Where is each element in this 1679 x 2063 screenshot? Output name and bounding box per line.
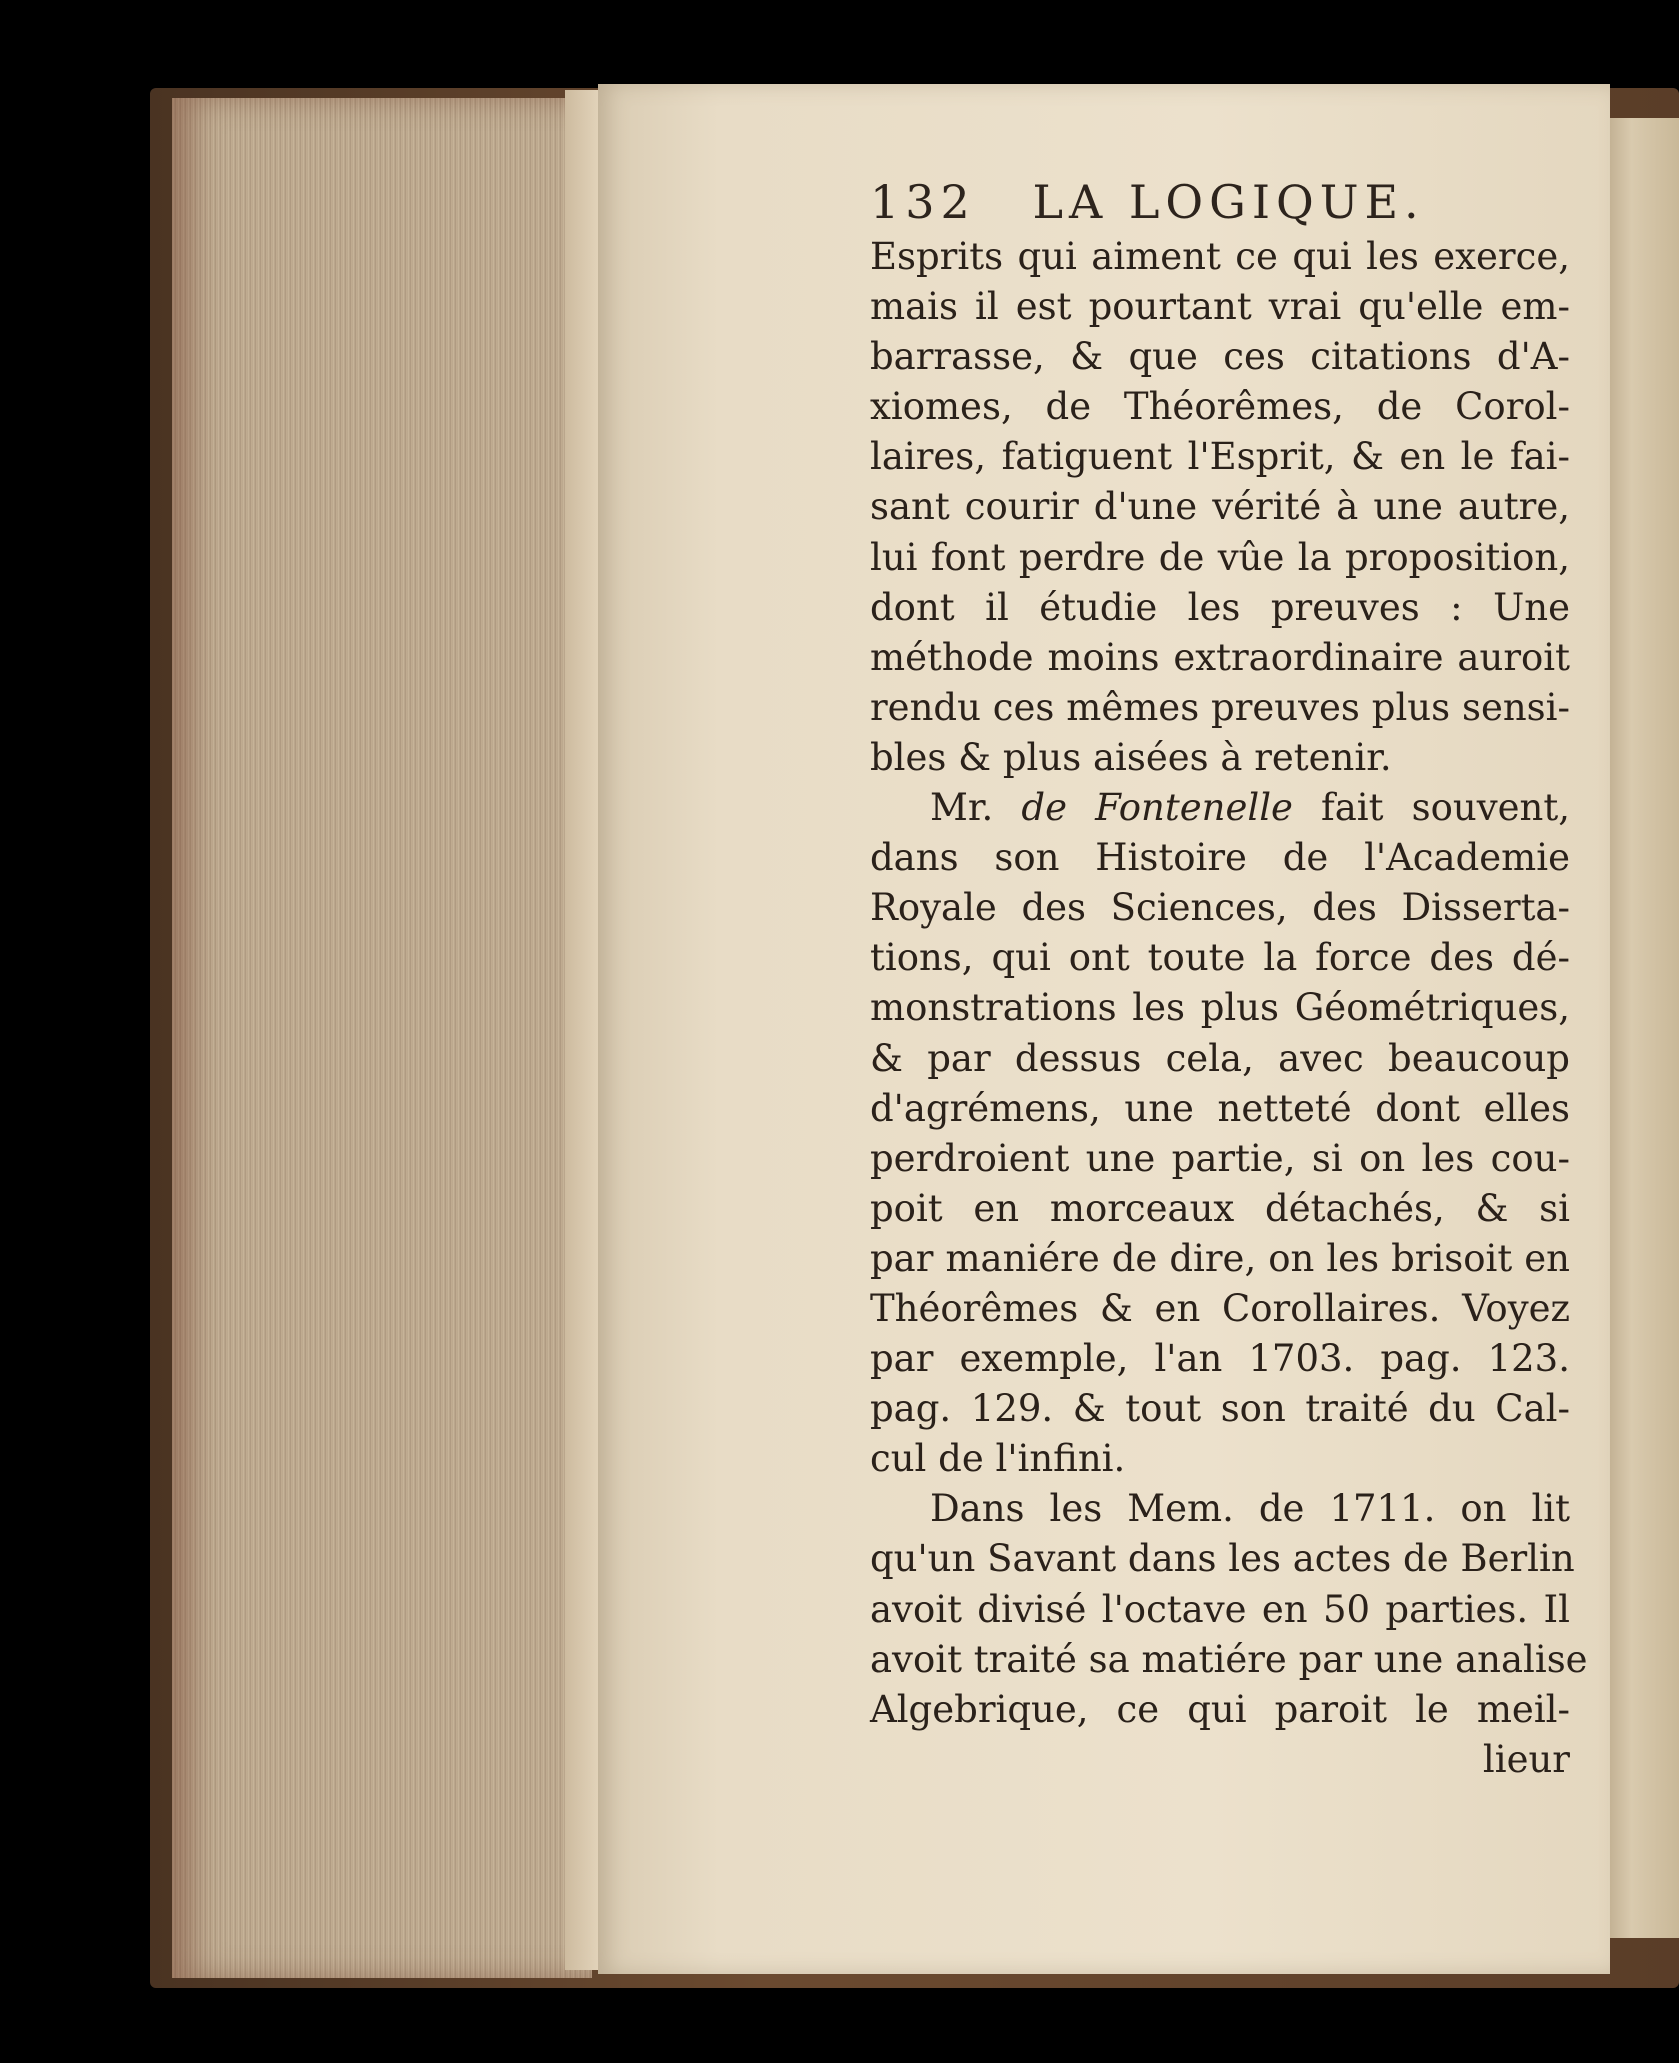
text-fragment: fait souvent,	[1321, 786, 1570, 830]
text-line: Théorêmes & en Corollaires. Voyez	[870, 1286, 1570, 1330]
text-line: lui font perdre de vûe la proposition,	[870, 535, 1570, 579]
text-line: d'agrémens, une netteté dont elles	[870, 1086, 1570, 1130]
text-line: Esprits qui aiment ce qui les exerce,	[870, 235, 1570, 278]
page-number: 132	[870, 175, 976, 229]
page-stack-edge	[172, 98, 592, 1978]
page-stack-inner-edge	[565, 90, 600, 1970]
text-line: laires, fatiguent l'Esprit, & en le fai-	[870, 435, 1570, 479]
catchword: lieur	[1482, 1737, 1570, 1781]
paragraph-start-line: Dans les Mem. de 1711. on lit	[930, 1487, 1570, 1531]
text-line: poit en morceaux détachés, & si	[870, 1186, 1570, 1230]
text-line: perdroient une partie, si on les cou-	[870, 1136, 1570, 1180]
text-line: sant courir d'une vérité à une autre,	[870, 485, 1570, 529]
text-line: qu'un Savant dans les actes de Berlin	[870, 1537, 1575, 1581]
text-line: monstrations les plus Géométriques,	[870, 986, 1570, 1030]
text-line: pag. 129. & tout son traité du Cal-	[870, 1387, 1570, 1431]
text-fragment: Mr.	[930, 786, 994, 830]
running-title: LA LOGIQUE.	[1032, 175, 1425, 229]
text-line: par maniére de dire, on les brisoit en	[870, 1236, 1570, 1280]
text-line: avoit traité sa matiére par une analise	[870, 1637, 1588, 1681]
text-line: tions, qui ont toute la force des dé-	[870, 936, 1570, 980]
text-line: barrasse, & que ces citations d'A-	[870, 335, 1570, 379]
text-line: Algebrique, ce qui paroit le meil-	[870, 1687, 1570, 1731]
text-line: & par dessus cela, avec beaucoup	[870, 1036, 1570, 1080]
text-line: mais il est pourtant vrai qu'elle em-	[870, 285, 1570, 329]
text-line: avoit divisé l'octave en 50 parties. Il	[870, 1587, 1570, 1631]
text-line: dont il étudie les preuves : Une	[870, 585, 1570, 629]
text-line: xiomes, de Théorêmes, de Corol-	[870, 385, 1570, 429]
text-line: rendu ces mêmes preuves plus sensi-	[870, 685, 1570, 729]
italic-name: de Fontenelle	[1021, 786, 1293, 830]
body-text	[870, 232, 1588, 1785]
text-line: bles & plus aisées à retenir.	[870, 735, 1392, 779]
text-line: dans son Histoire de l'Academie	[870, 836, 1570, 880]
running-head	[870, 175, 1425, 229]
facing-page-edge	[1600, 118, 1679, 1938]
text-line: Royale des Sciences, des Disserta-	[870, 886, 1570, 930]
text-line: cul de l'infini.	[870, 1437, 1126, 1481]
text-line: par exemple, l'an 1703. pag. 123.	[870, 1337, 1570, 1381]
text-line: méthode moins extraordinaire auroit	[870, 635, 1570, 679]
paragraph-start-line	[870, 783, 1570, 833]
